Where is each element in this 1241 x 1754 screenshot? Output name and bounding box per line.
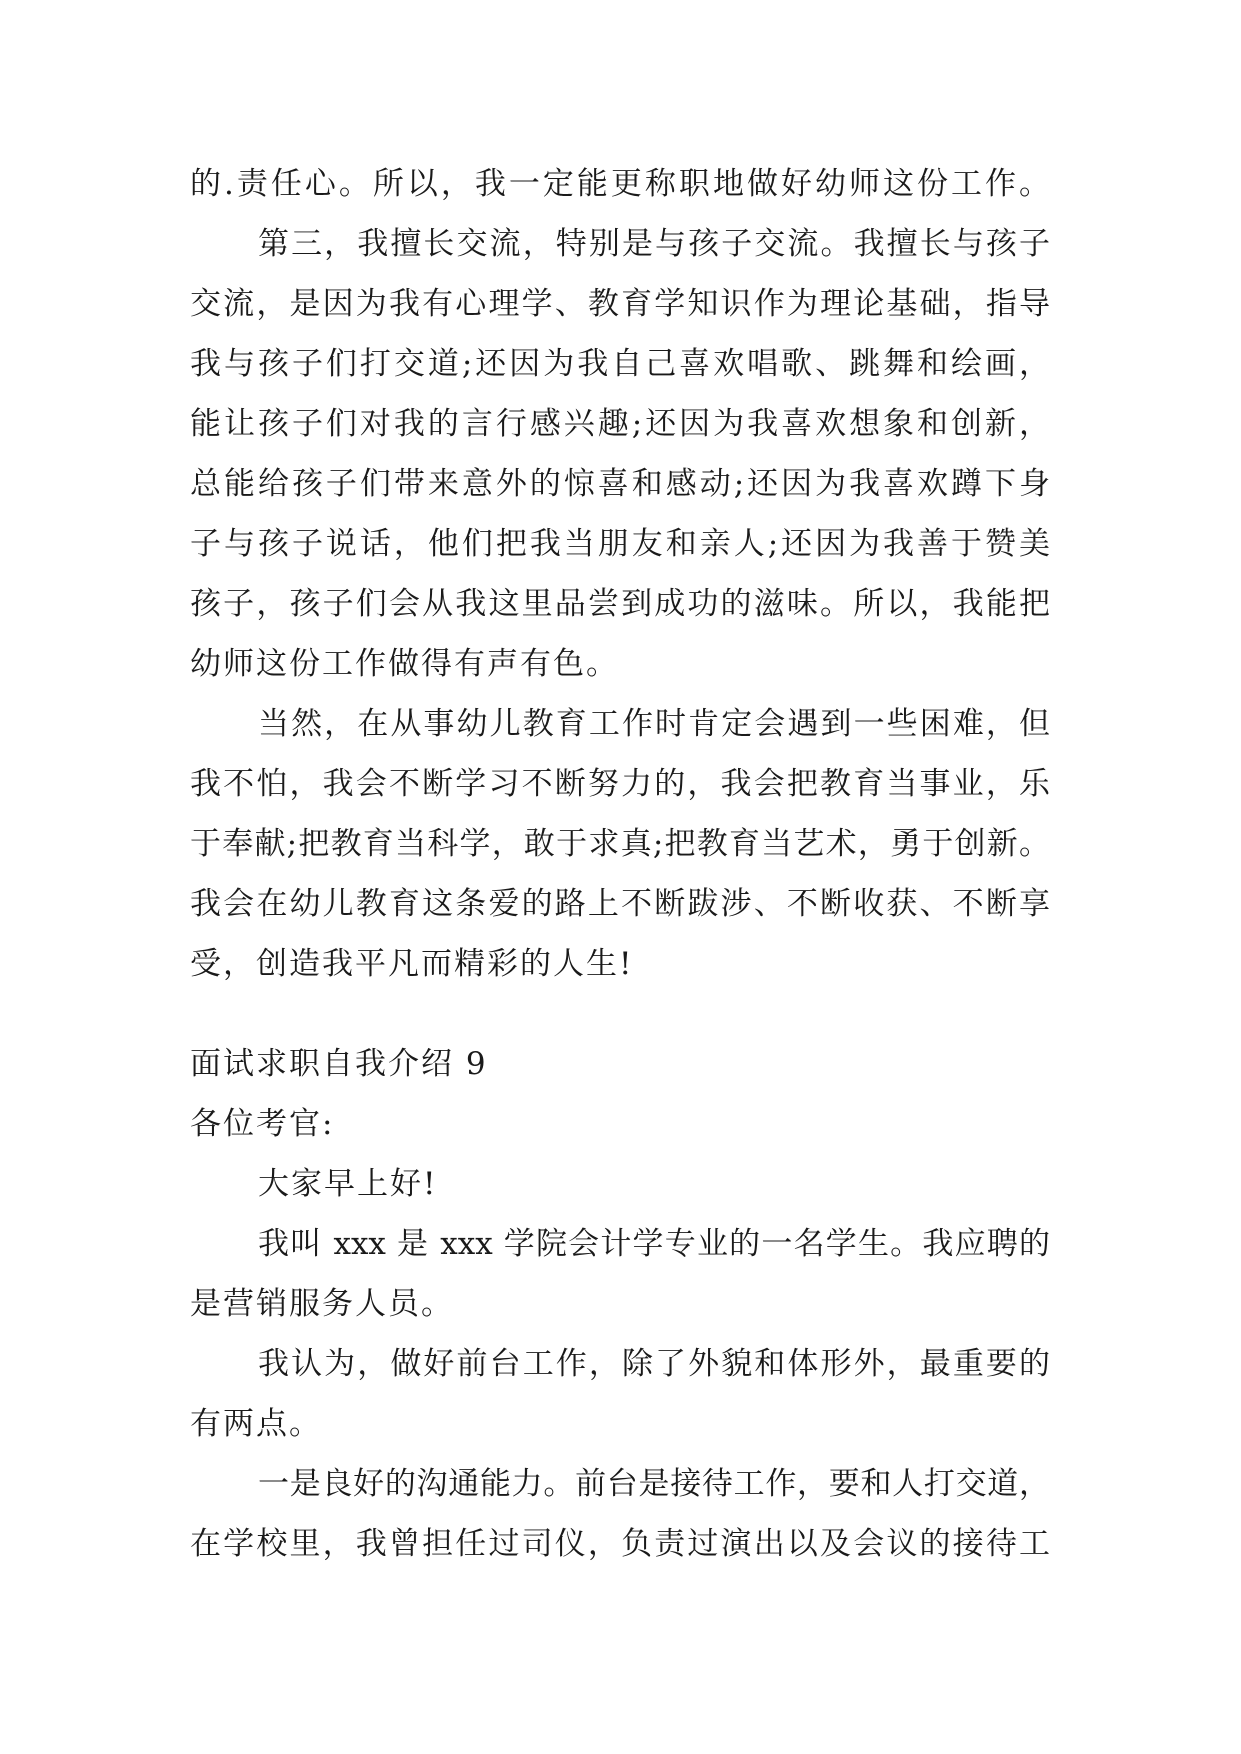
paragraph-line: 我叫 xxx 是 xxx 学院会计学专业的一名学生。我应聘的 xyxy=(258,1226,1050,1262)
paragraph-line: 我认为，做好前台工作，除了外貌和体形外，最重要的 xyxy=(258,1346,1050,1382)
paragraph-line: 我会在幼儿教育这条爱的路上不断跋涉、不断收获、不断享 xyxy=(190,886,1050,922)
salutation: 各位考官: xyxy=(190,1106,335,1142)
paragraph-line: 第三，我擅长交流，特别是与孩子交流。我擅长与孩子 xyxy=(258,226,1050,262)
paragraph-line: 的.责任心。所以，我一定能更称职地做好幼师这份工作。 xyxy=(190,166,1050,202)
paragraph-line: 总能给孩子们带来意外的惊喜和感动;还因为我喜欢蹲下身 xyxy=(190,466,1050,502)
paragraph-line: 是营销服务人员。 xyxy=(190,1286,454,1322)
greeting: 大家早上好! xyxy=(258,1166,438,1202)
paragraph-line: 孩子，孩子们会从我这里品尝到成功的滋味。所以，我能把 xyxy=(190,586,1050,622)
paragraph-line: 受，创造我平凡而精彩的人生! xyxy=(190,946,634,982)
section-heading: 面试求职自我介绍 9 xyxy=(190,1046,488,1082)
paragraph-line: 于奉献;把教育当科学，敢于求真;把教育当艺术，勇于创新。 xyxy=(190,826,1050,862)
paragraph-line: 子与孩子说话，他们把我当朋友和亲人;还因为我善于赞美 xyxy=(190,526,1050,562)
paragraph-line: 能让孩子们对我的言行感兴趣;还因为我喜欢想象和创新， xyxy=(190,406,1050,442)
paragraph-line: 在学校里，我曾担任过司仪，负责过演出以及会议的接待工 xyxy=(190,1526,1050,1562)
paragraph-line: 有两点。 xyxy=(190,1406,322,1442)
paragraph-line: 当然，在从事幼儿教育工作时肯定会遇到一些困难，但 xyxy=(258,706,1050,742)
paragraph-line: 一是良好的沟通能力。前台是接待工作，要和人打交道， xyxy=(258,1466,1050,1502)
paragraph-line: 交流，是因为我有心理学、教育学知识作为理论基础，指导 xyxy=(190,286,1050,322)
paragraph-line: 我不怕，我会不断学习不断努力的，我会把教育当事业，乐 xyxy=(190,766,1050,802)
paragraph-line: 幼师这份工作做得有声有色。 xyxy=(190,646,619,682)
paragraph-line: 我与孩子们打交道;还因为我自己喜欢唱歌、跳舞和绘画， xyxy=(190,346,1050,382)
